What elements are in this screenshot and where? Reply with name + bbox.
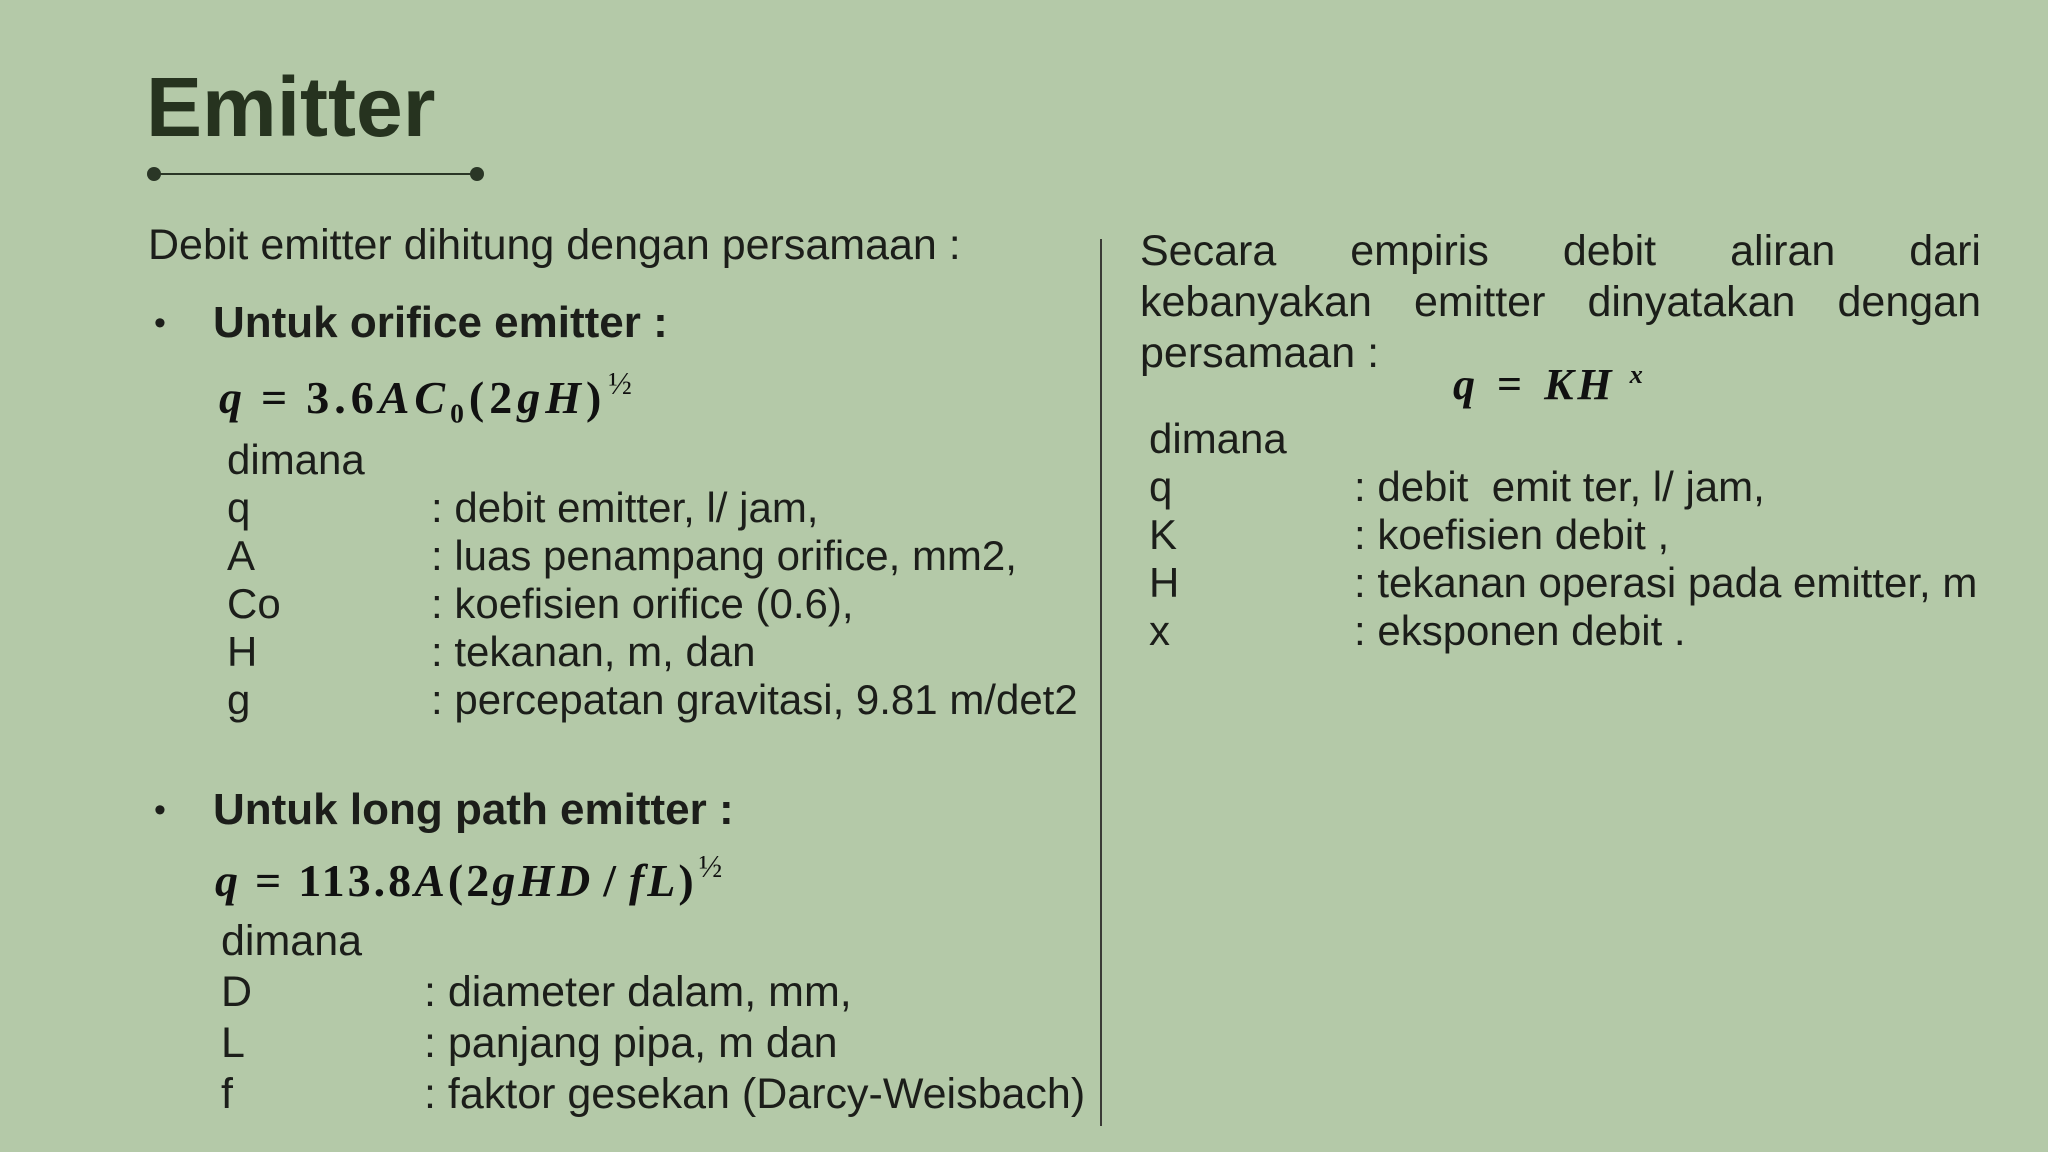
where-label: dimana	[227, 436, 365, 483]
formula-variables: KH	[1544, 359, 1616, 409]
formula-inner-variables: gHD	[492, 854, 594, 906]
definition-symbol: D	[221, 968, 253, 1016]
definition-row	[221, 1069, 1085, 1120]
formula-variables: A	[414, 854, 448, 906]
definition-symbol: H	[227, 628, 258, 675]
bullet-heading: Untuk orifice emitter :	[213, 298, 668, 347]
where-label: dimana	[221, 917, 363, 965]
definition-row	[227, 628, 1078, 676]
definition-symbol: f	[221, 1070, 233, 1118]
formula-q: q	[215, 854, 241, 906]
where-label: dimana	[1149, 415, 1287, 462]
formula-inner-variables: gH	[517, 371, 586, 423]
definition-text: : debit emit ter, l/ jam,	[1354, 463, 1765, 510]
definition-text: : panjang pipa, m dan	[424, 1019, 838, 1067]
definition-row	[227, 580, 1078, 628]
formula-close-paren: )	[586, 371, 607, 423]
formula-open-paren: (2	[468, 371, 518, 423]
definition-text: : luas penampang orifice, mm2,	[431, 532, 1017, 579]
bullet-heading: Untuk long path emitter :	[213, 785, 734, 834]
formula-equals: =	[1497, 359, 1527, 409]
paragraph-line: Secara empiris debit aliran dari	[1140, 227, 1981, 275]
underline-dot-right	[470, 167, 484, 181]
definition-text: : diameter dalam, mm,	[424, 968, 852, 1016]
bullet-dot: •	[154, 791, 166, 829]
bullet-long-path-emitter	[154, 785, 854, 835]
definition-symbol: H	[1149, 559, 1180, 606]
slide-title: Emitter	[146, 60, 436, 154]
bullet-orifice-emitter	[154, 298, 854, 348]
formula-close-paren: )	[678, 854, 697, 906]
column-divider	[1100, 239, 1102, 1126]
paragraph-line: persamaan :	[1140, 329, 1380, 377]
definition-text: : percepatan gravitasi, 9.81 m/det2	[431, 676, 1078, 723]
definition-text: : tekanan, m, dan	[431, 628, 756, 675]
underline-dot-left	[147, 167, 161, 181]
formula-coefficient: 113.8	[298, 854, 415, 906]
formula-coefficient: 3.6	[306, 371, 379, 423]
definition-symbol: A	[227, 532, 256, 579]
intro-text: Debit emitter dihitung dengan persamaan :	[148, 221, 961, 269]
definition-row	[1149, 607, 1977, 655]
definition-row	[227, 532, 1078, 580]
definition-text: : tekanan operasi pada emitter, m	[1354, 559, 1978, 606]
definition-row	[1149, 463, 1977, 511]
definition-row	[1149, 511, 1977, 559]
definition-symbol: x	[1149, 607, 1170, 654]
definition-symbol: q	[227, 484, 251, 531]
definition-symbol: q	[1149, 463, 1173, 510]
definition-symbol: L	[221, 1019, 245, 1067]
formula-long-path-emitter	[215, 837, 725, 911]
formula-q: q	[1453, 359, 1479, 409]
definition-text: : faktor gesekan (Darcy-Weisbach)	[424, 1070, 1086, 1118]
definition-symbol: K	[1149, 511, 1178, 558]
formula-variables: AC	[378, 371, 451, 423]
long-path-definitions	[221, 916, 1085, 1120]
formula-denominator-variables: fL	[628, 854, 679, 906]
formula-q: q	[219, 371, 247, 423]
definition-row	[1149, 559, 1977, 607]
definition-text: : eksponen debit .	[1354, 607, 1686, 654]
definition-text: : debit emitter, l/ jam,	[431, 484, 819, 531]
formula-exponent: ½	[608, 366, 637, 401]
paragraph-line: kebanyakan emitter dinyatakan dengan	[1140, 278, 1981, 326]
definition-row	[221, 967, 1085, 1018]
empirical-definitions	[1149, 415, 1977, 655]
formula-equals: =	[255, 854, 285, 906]
definition-text: : koefisien debit ,	[1354, 511, 1670, 558]
formula-empirical	[1453, 346, 1647, 413]
formula-equals: =	[261, 371, 293, 423]
definition-row	[221, 1018, 1085, 1069]
definition-text: : koefisien orifice (0.6),	[431, 580, 854, 627]
formula-orifice-emitter	[219, 354, 637, 443]
formula-exponent: ½	[698, 849, 726, 884]
formula-open-paren: (2	[447, 854, 493, 906]
formula-subscript: 0	[450, 397, 469, 429]
orifice-definitions	[227, 436, 1078, 724]
title-underline	[154, 173, 477, 175]
definition-row	[227, 676, 1078, 724]
definition-symbol: Co	[227, 580, 281, 627]
formula-exponent: x	[1629, 359, 1647, 389]
bullet-dot: •	[154, 304, 166, 342]
definition-row	[227, 484, 1078, 532]
definition-symbol: g	[227, 676, 251, 723]
formula-division-slash: /	[603, 854, 619, 906]
